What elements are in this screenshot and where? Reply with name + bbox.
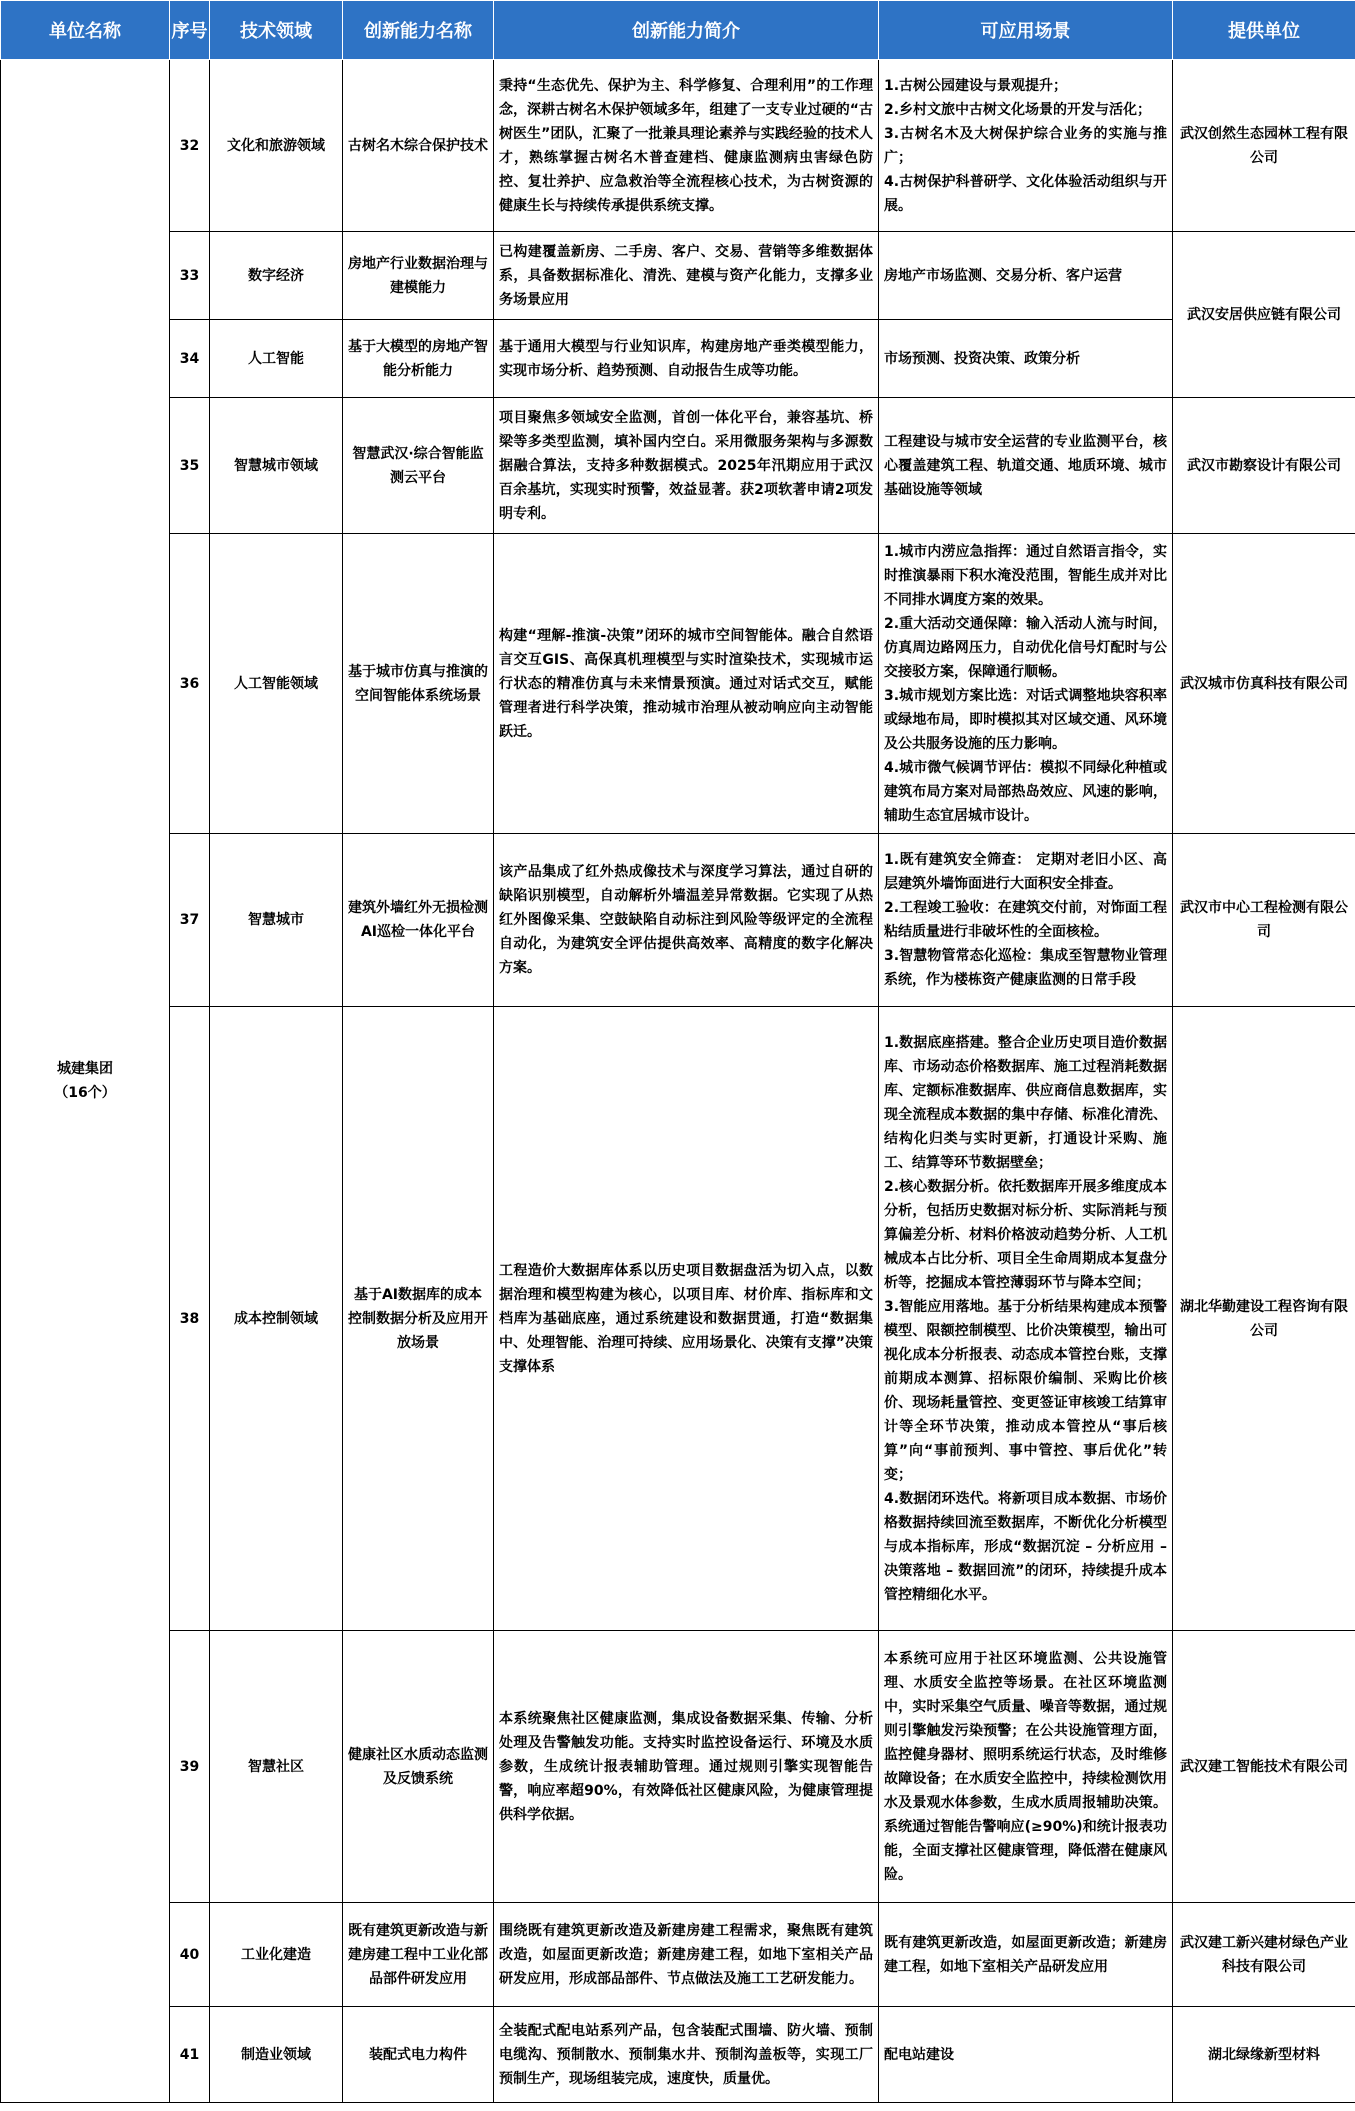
row-application-scene: 1.既有建筑安全筛查： 定期对老旧小区、高层建筑外墙饰面进行大面积安全排查。 2.工程竣工验收：在建筑交付前，对饰面工程粘结质量进行非破坏性的全面核检。 3.智慧物管常态化巡检：集成至智慧物业管理系统，作为楼栋资产健康监测的日常手段 xyxy=(879,834,1173,1007)
row-capability-name: 古树名木综合保护技术 xyxy=(343,60,494,232)
header-capability-name: 创新能力名称 xyxy=(343,1,494,60)
row-number: 35 xyxy=(170,398,210,534)
row-number: 39 xyxy=(170,1631,210,1903)
row-tech-field: 智慧城市 xyxy=(210,834,343,1007)
row-application-scene: 既有建筑更新改造，如屋面更新改造；新建房建工程，如地下室相关产品研发应用 xyxy=(879,1903,1173,2007)
row-tech-field: 工业化建造 xyxy=(210,1903,343,2007)
row-capability-intro: 围绕既有建筑更新改造及新建房建工程需求，聚焦既有建筑改造，如屋面更新改造；新建房建工程，如地下室相关产品研发应用，形成部品部件、节点做法及施工工艺研发能力。 xyxy=(494,1903,879,2007)
row-provider: 武汉市中心工程检测有限公司 xyxy=(1173,834,1355,1007)
row-capability-name: 健康社区水质动态监测及反馈系统 xyxy=(343,1631,494,1903)
table-row xyxy=(1,320,1355,398)
table-row xyxy=(1,398,1355,534)
row-capability-intro: 基于通用大模型与行业知识库，构建房地产垂类模型能力，实现市场分析、趋势预测、自动报告生成等功能。 xyxy=(494,320,879,398)
row-capability-name: 基于城市仿真与推演的空间智能体系统场景 xyxy=(343,534,494,834)
row-number: 33 xyxy=(170,232,210,320)
group-count: （16个） xyxy=(54,1085,116,1101)
row-capability-name: 房地产行业数据治理与建模能力 xyxy=(343,232,494,320)
row-number: 34 xyxy=(170,320,210,398)
row-provider: 湖北华勤建设工程咨询有限公司 xyxy=(1173,1007,1355,1631)
row-capability-intro: 工程造价大数据库体系以历史项目数据盘活为切入点，以数据治理和模型构建为核心，以项目库、材价库、指标库和文档库为基础底座，通过系统建设和数据贯通，打造“数据集中、处理智能、治理可持续、应用场景化、决策有支撑”决策支撑体系 xyxy=(494,1007,879,1631)
row-capability-intro: 已构建覆盖新房、二手房、客户、交易、营销等多维数据体系，具备数据标准化、清洗、建模与资产化能力，支撑多业务场景应用 xyxy=(494,232,879,320)
row-number: 32 xyxy=(170,60,210,232)
row-capability-intro: 本系统聚焦社区健康监测，集成设备数据采集、传输、分析处理及告警触发功能。支持实时监控设备运行、环境及水质参数，生成统计报表辅助管理。通过规则引擎实现智能告警，响应率超90%，有效降低社区健康风险，为健康管理提供科学依据。 xyxy=(494,1631,879,1903)
row-application-scene: 1.古树公园建设与景观提升； 2.乡村文旅中古树文化场景的开发与活化； 3.古树名木及大树保护综合业务的实施与推广； 4.古树保护科普研学、文化体验活动组织与开展。 xyxy=(879,60,1173,232)
header-capability-intro: 创新能力简介 xyxy=(494,1,879,60)
row-application-scene: 工程建设与城市安全运营的专业监测平台，核心覆盖建筑工程、轨道交通、地质环境、城市基础设施等领域 xyxy=(879,398,1173,534)
row-application-scene: 本系统可应用于社区环境监测、公共设施管理、水质安全监控等场景。在社区环境监测中，实时采集空气质量、噪音等数据，通过规则引擎触发污染预警；在公共设施管理方面，监控健身器材、照明系统运行状态，及时维修故障设备；在水质安全监控中，持续检测饮用水及景观水体参数，生成水质周报辅助决策。系统通过智能告警响应(≥90%)和统计报表功能，全面支撑社区健康管理，降低潜在健康风险。 xyxy=(879,1631,1173,1903)
row-capability-name: 智慧武汉·综合智能监测云平台 xyxy=(343,398,494,534)
table-row xyxy=(1,1903,1355,2007)
row-capability-intro: 项目聚焦多领域安全监测，首创一体化平台，兼容基坑、桥梁等多类型监测，填补国内空白。采用微服务架构与多源数据融合算法，支持多种数据模式。2025年汛期应用于武汉百余基坑，实现实时预警，效益显著。获2项软著申请2项发明专利。 xyxy=(494,398,879,534)
row-capability-name: 基于大模型的房地产智能分析能力 xyxy=(343,320,494,398)
row-provider: 武汉创然生态园林工程有限公司 xyxy=(1173,60,1355,232)
row-provider: 武汉城市仿真科技有限公司 xyxy=(1173,534,1355,834)
row-tech-field: 人工智能 xyxy=(210,320,343,398)
row-tech-field: 人工智能领域 xyxy=(210,534,343,834)
row-capability-name: 既有建筑更新改造与新建房建工程中工业化部品部件研发应用 xyxy=(343,1903,494,2007)
row-capability-intro: 全装配式配电站系列产品，包含装配式围墙、防火墙、预制电缆沟、预制散水、预制集水井、预制沟盖板等，实现工厂预制生产，现场组装完成，速度快，质量优。 xyxy=(494,2007,879,2103)
table-row xyxy=(1,2007,1355,2103)
row-application-scene: 配电站建设 xyxy=(879,2007,1173,2103)
table-row xyxy=(1,834,1355,1007)
table-row xyxy=(1,60,1355,232)
header-tech-field: 技术领域 xyxy=(210,1,343,60)
row-provider: 湖北绿缘新型材料 xyxy=(1173,2007,1355,2103)
row-application-scene: 1.城市内涝应急指挥：通过自然语言指令，实时推演暴雨下积水淹没范围，智能生成并对比不同排水调度方案的效果。 2.重大活动交通保障：输入活动人流与时间，仿真周边路网压力，自动优化信号灯配时与公交接驳方案，保障通行顺畅。 3.城市规划方案比选：对话式调整地块容积率或绿地布局，即时模拟其对区域交通、风环境及公共服务设施的压力影响。 4.城市微气候调节评估：模拟不同绿化种植或建筑布局方案对局部热岛效应、风速的影响，辅助生态宜居城市设计。 xyxy=(879,534,1173,834)
row-tech-field: 数字经济 xyxy=(210,232,343,320)
row-tech-field: 制造业领域 xyxy=(210,2007,343,2103)
header-provider: 提供单位 xyxy=(1173,1,1355,60)
table-row xyxy=(1,1631,1355,1903)
header-unit-name: 单位名称 xyxy=(1,1,170,60)
row-capability-name: 装配式电力构件 xyxy=(343,2007,494,2103)
row-provider: 武汉市勘察设计有限公司 xyxy=(1173,398,1355,534)
row-capability-intro: 秉持“生态优先、保护为主、科学修复、合理利用”的工作理念，深耕古树名木保护领域多年，组建了一支专业过硬的“古树医生”团队，汇聚了一批兼具理论素养与实践经验的技术人才，熟练掌握古树名木普查建档、健康监测病虫害绿色防控、复壮养护、应急救治等全流程核心技术，为古树资源的健康生长与持续传承提供系统支撑。 xyxy=(494,60,879,232)
row-provider: 武汉安居供应链有限公司 xyxy=(1173,232,1355,398)
header-application-scene: 可应用场景 xyxy=(879,1,1173,60)
row-tech-field: 智慧城市领域 xyxy=(210,398,343,534)
row-tech-field: 文化和旅游领域 xyxy=(210,60,343,232)
table-row xyxy=(1,1007,1355,1631)
row-application-scene: 1.数据底座搭建。整合企业历史项目造价数据库、市场动态价格数据库、施工过程消耗数据库、定额标准数据库、供应商信息数据库，实现全流程成本数据的集中存储、标准化清洗、结构化归类与实时更新，打通设计采购、施工、结算等环节数据壁垒； 2.核心数据分析。依托数据库开展多维度成本分析，包括历史数据对标分析、实际消耗与预算偏差分析、材料价格波动趋势分析、人工机械成本占比分析、项目全生命周期成本复盘分析等，挖掘成本管控薄弱环节与降本空间； 3.智能应用落地。基于分析结果构建成本预警模型、限额控制模型、比价决策模型，输出可视化成本分析报表、动态成本管控台账，支撑前期成本测算、招标限价编制、采购比价核价、现场耗量管控、变更签证审核竣工结算审计等全环节决策，推动成本管控从“事后核算”向“事前预判、事中管控、事后优化”转变； 4.数据闭环迭代。将新项目成本数据、市场价格数据持续回流至数据库，不断优化分析模型与成本指标库，形成“数据沉淀 – 分析应用 – 决策落地 – 数据回流”的闭环，持续提升成本管控精细化水平。 xyxy=(879,1007,1173,1631)
row-provider: 武汉建工新兴建材绿色产业科技有限公司 xyxy=(1173,1903,1355,2007)
row-capability-intro: 构建“理解-推演-决策”闭环的城市空间智能体。融合自然语言交互GIS、高保真机理模型与实时渲染技术，实现城市运行状态的精准仿真与未来情景预演。通过对话式交互，赋能管理者进行科学决策，推动城市治理从被动响应向主动智能跃迁。 xyxy=(494,534,879,834)
row-number: 38 xyxy=(170,1007,210,1631)
row-tech-field: 智慧社区 xyxy=(210,1631,343,1903)
row-number: 41 xyxy=(170,2007,210,2103)
group-name: 城建集团 xyxy=(57,1061,113,1077)
row-provider: 武汉建工智能技术有限公司 xyxy=(1173,1631,1355,1903)
header-number: 序号 xyxy=(170,1,210,60)
table-row xyxy=(1,232,1355,320)
group-unit-cell xyxy=(1,60,170,2103)
table-header-row xyxy=(1,1,1355,60)
table-row xyxy=(1,534,1355,834)
row-tech-field: 成本控制领域 xyxy=(210,1007,343,1631)
row-application-scene: 房地产市场监测、交易分析、客户运营 xyxy=(879,232,1173,320)
row-application-scene: 市场预测、投资决策、政策分析 xyxy=(879,320,1173,398)
row-number: 36 xyxy=(170,534,210,834)
row-number: 40 xyxy=(170,1903,210,2007)
row-capability-name: 建筑外墙红外无损检测AI巡检一体化平台 xyxy=(343,834,494,1007)
row-capability-intro: 该产品集成了红外热成像技术与深度学习算法，通过自研的缺陷识别模型，自动解析外墙温差异常数据。它实现了从热红外图像采集、空鼓缺陷自动标注到风险等级评定的全流程自动化，为建筑安全评估提供高效率、高精度的数字化解决方案。 xyxy=(494,834,879,1007)
row-number: 37 xyxy=(170,834,210,1007)
row-capability-name: 基于AI数据库的成本控制数据分析及应用开放场景 xyxy=(343,1007,494,1631)
